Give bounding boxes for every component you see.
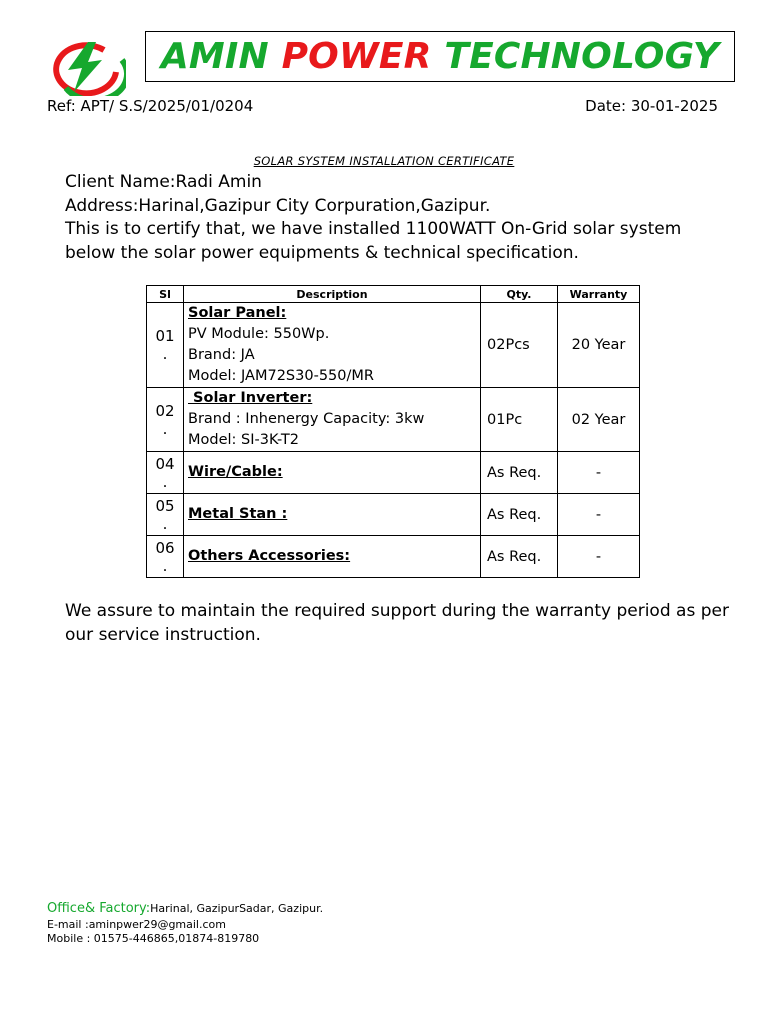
item-heading: Solar Inverter: xyxy=(188,390,313,406)
row-sl xyxy=(147,452,184,494)
sl-number: 01 xyxy=(155,327,175,345)
client-info xyxy=(65,171,735,265)
footer-email: E-mail :aminpwer29@gmail.com xyxy=(47,918,226,931)
row-qty: As Req. xyxy=(481,452,558,494)
row-sl xyxy=(147,303,184,388)
title-part-amin: AMIN xyxy=(160,36,269,77)
assurance-line-1: We assure to maintain the required support during the warranty period as per xyxy=(65,601,729,621)
company-logo-icon xyxy=(44,38,126,96)
table-header-row xyxy=(147,286,640,303)
row-qty: 02Pcs xyxy=(481,303,558,388)
sl-dot: . xyxy=(162,345,168,363)
row-warranty: - xyxy=(558,536,640,578)
header-qty: Qty. xyxy=(481,286,558,303)
row-description xyxy=(184,452,481,494)
row-description xyxy=(184,536,481,578)
sl-number: 05 xyxy=(155,496,175,515)
sl-number: 04 xyxy=(155,454,175,473)
table-row xyxy=(147,388,640,452)
sl-number: 06 xyxy=(155,538,175,557)
row-description xyxy=(184,388,481,452)
table-row xyxy=(147,494,640,536)
footer-office xyxy=(47,901,323,916)
title-part-technology: TECHNOLOGY xyxy=(444,36,720,77)
row-sl xyxy=(147,494,184,536)
item-detail: Model: JAM72S30-550/MR xyxy=(188,368,374,384)
item-heading: Metal Stan : xyxy=(188,506,288,522)
item-detail: Brand : Inhenergy Capacity: 3kw xyxy=(188,411,425,427)
item-detail: PV Module: 550Wp. xyxy=(188,326,330,342)
certificate-title: SOLAR SYSTEM INSTALLATION CERTIFICATE xyxy=(253,154,515,168)
document-date: Date: 30-01-2025 xyxy=(585,97,718,115)
table-row xyxy=(147,536,640,578)
row-warranty: 02 Year xyxy=(558,388,640,452)
office-value: Harinal, GazipurSadar, Gazipur. xyxy=(150,902,324,915)
row-warranty: - xyxy=(558,452,640,494)
sl-dot: . xyxy=(162,419,168,438)
client-name: Client Name:Radi Amin xyxy=(65,172,262,192)
reference-number: Ref: APT/ S.S/2025/01/0204 xyxy=(47,97,254,115)
sl-dot: . xyxy=(162,556,168,575)
header-sl: Sl xyxy=(147,286,184,303)
certify-line-1: This is to certify that, we have installed 1100WATT On-Grid solar system xyxy=(65,219,682,239)
row-warranty: - xyxy=(558,494,640,536)
sl-dot: . xyxy=(162,514,168,533)
header-warranty: Warranty xyxy=(558,286,640,303)
company-title xyxy=(145,31,735,82)
table-row xyxy=(147,303,640,388)
item-heading: Solar Panel: xyxy=(188,305,287,321)
client-address: Address:Harinal,Gazipur City Corpuration,Gazipur. xyxy=(65,195,491,216)
item-detail: Brand: JA xyxy=(188,347,255,363)
item-heading: Others Accessories: xyxy=(188,548,351,564)
table-row xyxy=(147,452,640,494)
title-part-power: POWER xyxy=(281,36,432,77)
row-sl xyxy=(147,388,184,452)
row-qty: 01Pc xyxy=(481,388,558,452)
equipment-table xyxy=(146,285,640,578)
row-description xyxy=(184,303,481,388)
row-qty: As Req. xyxy=(481,536,558,578)
office-label: Office& Factory: xyxy=(47,901,151,916)
item-detail: Model: SI-3K-T2 xyxy=(188,432,299,448)
footer-mobile: Mobile : 01575-446865,01874-819780 xyxy=(47,932,260,945)
assurance-text xyxy=(65,600,735,647)
certify-line-2: below the solar power equipments & technical specification. xyxy=(65,242,579,263)
sl-number: 02 xyxy=(155,401,175,420)
assurance-line-2: our service instruction. xyxy=(65,624,261,645)
sl-dot: . xyxy=(162,472,168,491)
row-description xyxy=(184,494,481,536)
row-sl xyxy=(147,536,184,578)
item-heading: Wire/Cable: xyxy=(188,464,283,480)
row-warranty: 20 Year xyxy=(558,303,640,388)
header-description: Description xyxy=(184,286,481,303)
row-qty: As Req. xyxy=(481,494,558,536)
